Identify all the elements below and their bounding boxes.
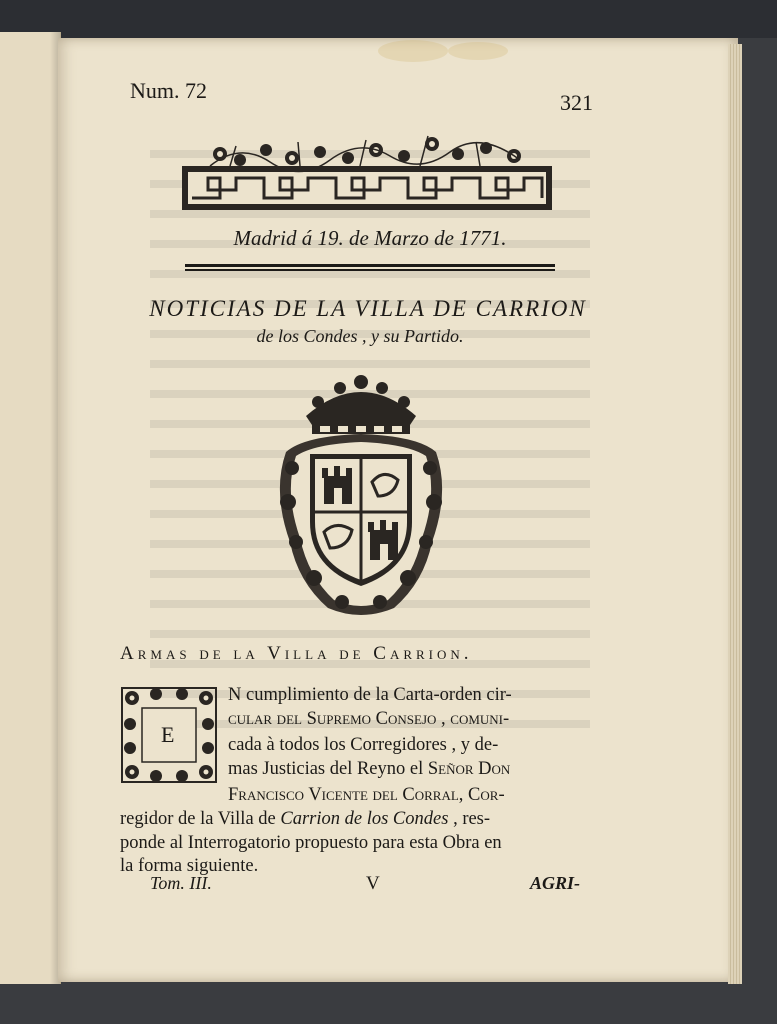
body-text: , res- bbox=[448, 809, 491, 829]
body-line bbox=[120, 808, 490, 830]
page-edges bbox=[728, 44, 742, 984]
article-title: NOTICIAS DE LA VILLA DE CARRION bbox=[149, 296, 587, 321]
body-line: ponde al Interrogatorio propuesto para esta Obra en bbox=[120, 833, 502, 853]
signature-mark: V bbox=[366, 873, 380, 894]
body-text-smallcaps: Señor Don bbox=[427, 759, 511, 779]
volume-label: Tom. III. bbox=[150, 873, 212, 893]
floral-ornament bbox=[180, 132, 554, 214]
left-facing-page bbox=[0, 32, 61, 984]
divider-rule bbox=[185, 264, 555, 267]
body-line: cada à todos los Corregidores , y de- bbox=[228, 735, 499, 755]
issue-number: Num. 72 bbox=[130, 78, 207, 103]
page-number: 321 bbox=[560, 90, 593, 115]
arms-caption: Armas de la Villa de Carrion. bbox=[120, 643, 473, 664]
article-subtitle: de los Condes , y su Partido. bbox=[256, 326, 464, 346]
body-text: regidor de la Villa de bbox=[120, 809, 281, 829]
body-line: N cumplimiento de la Carta-orden cir- bbox=[228, 685, 512, 705]
dateline: Madrid á 19. de Marzo de 1771. bbox=[233, 226, 507, 250]
place-name: Carrion de los Condes bbox=[280, 809, 449, 829]
coat-of-arms-image bbox=[268, 372, 454, 622]
body-line: Francisco Vicente del Corral, Cor- bbox=[228, 785, 505, 805]
drop-cap-letter: E bbox=[161, 722, 175, 747]
body-line: cular del Supremo Consejo , comuni- bbox=[228, 709, 510, 729]
paper-stain bbox=[448, 42, 508, 60]
divider-rule bbox=[185, 269, 555, 271]
paper-stain bbox=[378, 40, 448, 62]
body-line: la forma siguiente. bbox=[120, 856, 259, 876]
catchword: AGRI- bbox=[530, 873, 581, 893]
body-text: mas Justicias del Reyno el bbox=[228, 759, 428, 779]
body-line bbox=[228, 758, 510, 780]
bottom-background bbox=[0, 984, 777, 1024]
top-background bbox=[0, 0, 777, 38]
